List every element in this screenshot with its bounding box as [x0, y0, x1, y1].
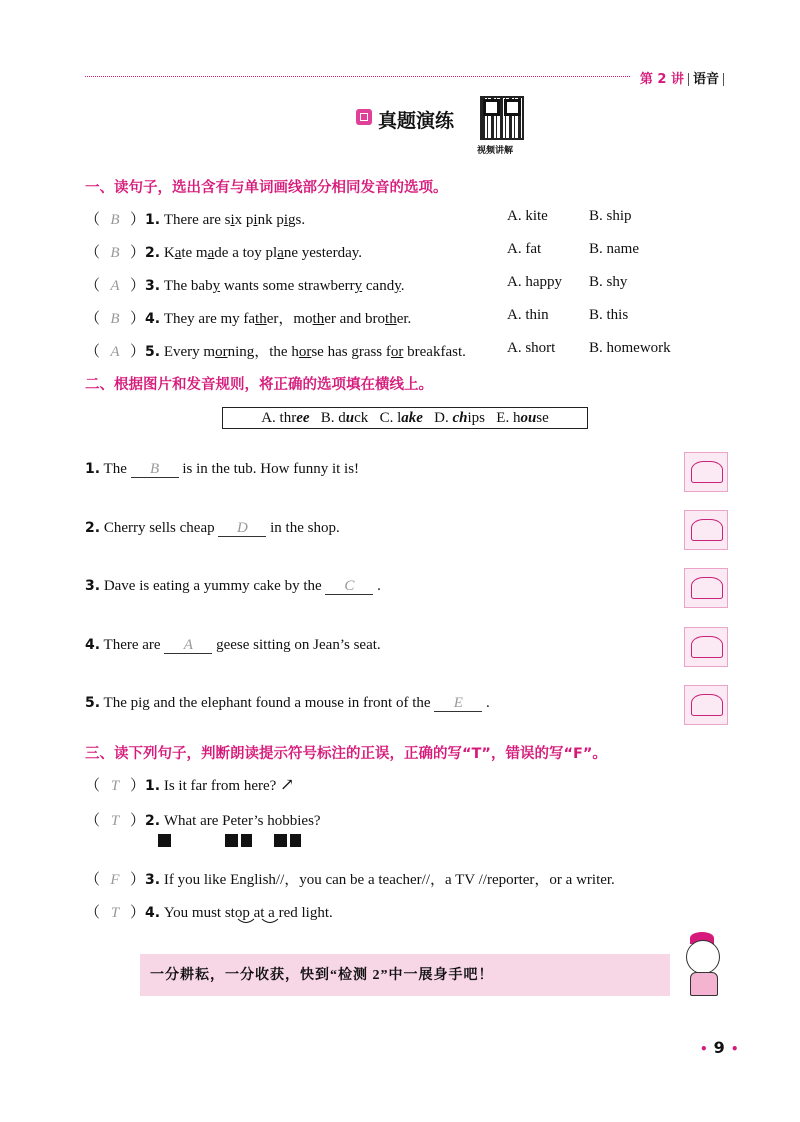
- sentence-part: The pig and the elephant found a mouse in front of the: [103, 695, 431, 711]
- answer: B: [110, 212, 120, 228]
- sentence: There are six pink pigs.: [163, 212, 306, 228]
- item-number: 2.: [85, 520, 101, 536]
- item-number: 4.: [85, 637, 101, 653]
- word-option: C. lake: [379, 410, 423, 426]
- sentence: You must stop at a red light.: [163, 905, 333, 921]
- shop-picture-icon: [684, 510, 728, 550]
- answer-blank[interactable]: B: [131, 461, 179, 478]
- cartoon-girl-body-icon: [690, 972, 718, 996]
- lecture-label: 第 2 讲: [639, 72, 684, 87]
- sentence: The baby wants some strawberry candy.: [163, 278, 405, 294]
- item-number: 3.: [145, 872, 161, 888]
- answer: A: [110, 278, 120, 294]
- lake-picture-icon: [684, 568, 728, 608]
- list-item: （ A ）5. Every morning，the horse has grass for breakfast.: [85, 344, 466, 360]
- item-number: 1.: [145, 212, 161, 228]
- option-a: A. happy: [507, 274, 562, 290]
- item-number: 1.: [85, 461, 101, 477]
- sentence-part: The: [103, 461, 127, 477]
- list-item: （ T ）2. What are Peter’s hobbies?: [85, 813, 321, 829]
- answer-blank[interactable]: A: [164, 637, 212, 654]
- option-a: A. short: [507, 340, 556, 356]
- item-number: 3.: [145, 278, 161, 294]
- list-item: （ B ）4. They are my father，mother and brother.: [85, 311, 412, 327]
- answer: T: [110, 905, 120, 921]
- answer: B: [110, 245, 120, 261]
- bench-picture-icon: [684, 627, 728, 667]
- item-number: 4.: [145, 311, 161, 327]
- section1-heading: 一、读句子，选出含有与单词画线部分相同发音的选项。: [85, 180, 448, 196]
- sentence: Every morning，the horse has grass for breakfast.: [163, 344, 466, 360]
- list-item: （ B ）1. There are six pink pigs.: [85, 212, 306, 228]
- sentence-part: in the shop.: [270, 520, 340, 536]
- answer: T: [110, 778, 120, 794]
- running-header: [640, 68, 728, 87]
- item-number: 5.: [85, 695, 101, 711]
- section3-heading: 三、读下列句子，判断朗读提示符号标注的正误，正确的写“T”，错误的写“F”。: [85, 746, 607, 762]
- item-number: 4.: [145, 905, 161, 921]
- list-item: [85, 637, 381, 654]
- option-b: B. this: [589, 307, 629, 323]
- qr-caption: 视频讲解: [477, 146, 514, 156]
- section2-heading: 二、根据图片和发音规则，将正确的选项填在横线上。: [85, 377, 433, 393]
- list-item: （ B ）2. Kate made a toy plane yesterday.: [85, 245, 363, 261]
- stress-mark-icon: [274, 834, 287, 847]
- sentence-part: There are: [103, 637, 161, 653]
- topic-label: 语音: [692, 72, 719, 87]
- option-b: B. homework: [589, 340, 671, 356]
- answer: F: [110, 872, 120, 888]
- stress-mark-icon: [225, 834, 238, 847]
- item-number: 2.: [145, 813, 161, 829]
- option-a: A. fat: [507, 241, 542, 257]
- answer: A: [110, 344, 120, 360]
- list-item: [85, 520, 340, 537]
- sentence: Is it far from here?: [163, 778, 277, 794]
- header-divider: [723, 73, 724, 86]
- stress-marks: [158, 834, 301, 852]
- stress-mark-icon: [241, 834, 252, 847]
- option-b: B. name: [589, 241, 639, 257]
- sentence-part: Dave is eating a yummy cake by the: [103, 578, 322, 594]
- word-option: E. house: [496, 410, 549, 426]
- page-title: 真题演练: [378, 110, 455, 132]
- stress-mark-icon: [158, 834, 171, 847]
- header-rule: [85, 76, 630, 77]
- word-option: A. three: [261, 410, 310, 426]
- banner-text: 一分耕耘，一分收获，快到“检测 2”中一展身手吧！: [150, 968, 494, 983]
- sentence: If you like English//，you can be a teacher//，a TV //reporter，or a writer.: [163, 872, 615, 888]
- list-item: [85, 695, 490, 712]
- cartoon-girl-icon: [686, 940, 720, 974]
- option-b: B. shy: [589, 274, 628, 290]
- sentence-part: .: [486, 695, 490, 711]
- option-b: B. ship: [589, 208, 632, 224]
- list-item: （ T ）4. You must stop at a red light.: [85, 905, 333, 921]
- sentence-part: geese sitting on Jean’s seat.: [216, 637, 381, 653]
- answer-blank[interactable]: D: [218, 520, 266, 537]
- sentence-part: .: [377, 578, 381, 594]
- house-picture-icon: [684, 685, 728, 725]
- answer-blank[interactable]: E: [434, 695, 482, 712]
- qr-code-icon[interactable]: [480, 96, 524, 140]
- stress-mark-icon: [290, 834, 301, 847]
- list-item: （ F ）3. If you like English//，you can be a teacher//，a TV //reporter，or a writer.: [85, 872, 615, 888]
- word-option: B. duck: [320, 410, 369, 426]
- page-number-value: 9: [713, 1038, 725, 1057]
- bathtub-picture-icon: [684, 452, 728, 492]
- word-option: D. chips: [434, 410, 486, 426]
- sentence: What are Peter’s hobbies?: [163, 813, 321, 829]
- list-item: （ T ）1. Is it far from here? ↗: [85, 775, 295, 794]
- book-icon: [356, 109, 372, 125]
- rising-intonation-icon: ↗: [280, 775, 295, 794]
- answer-blank[interactable]: C: [325, 578, 373, 595]
- sentence-part: Cherry sells cheap: [103, 520, 215, 536]
- sentence-part: is in the tub. How funny it is!: [182, 461, 360, 477]
- page-number: • 9 •: [700, 1038, 739, 1057]
- header-divider: [688, 73, 689, 86]
- sentence: Kate made a toy plane yesterday.: [163, 245, 363, 261]
- list-item: [85, 461, 359, 478]
- item-number: 1.: [145, 778, 161, 794]
- word-options-box: [222, 407, 588, 429]
- sentence: They are my father，mother and brother.: [163, 311, 412, 327]
- answer: T: [110, 813, 120, 829]
- item-number: 3.: [85, 578, 101, 594]
- list-item: （ A ）3. The baby wants some strawberry candy.: [85, 278, 405, 294]
- option-a: A. kite: [507, 208, 548, 224]
- item-number: 2.: [145, 245, 161, 261]
- list-item: [85, 578, 381, 595]
- answer: B: [110, 311, 120, 327]
- option-a: A. thin: [507, 307, 549, 323]
- linking-marks-icon: [236, 918, 286, 926]
- item-number: 5.: [145, 344, 161, 360]
